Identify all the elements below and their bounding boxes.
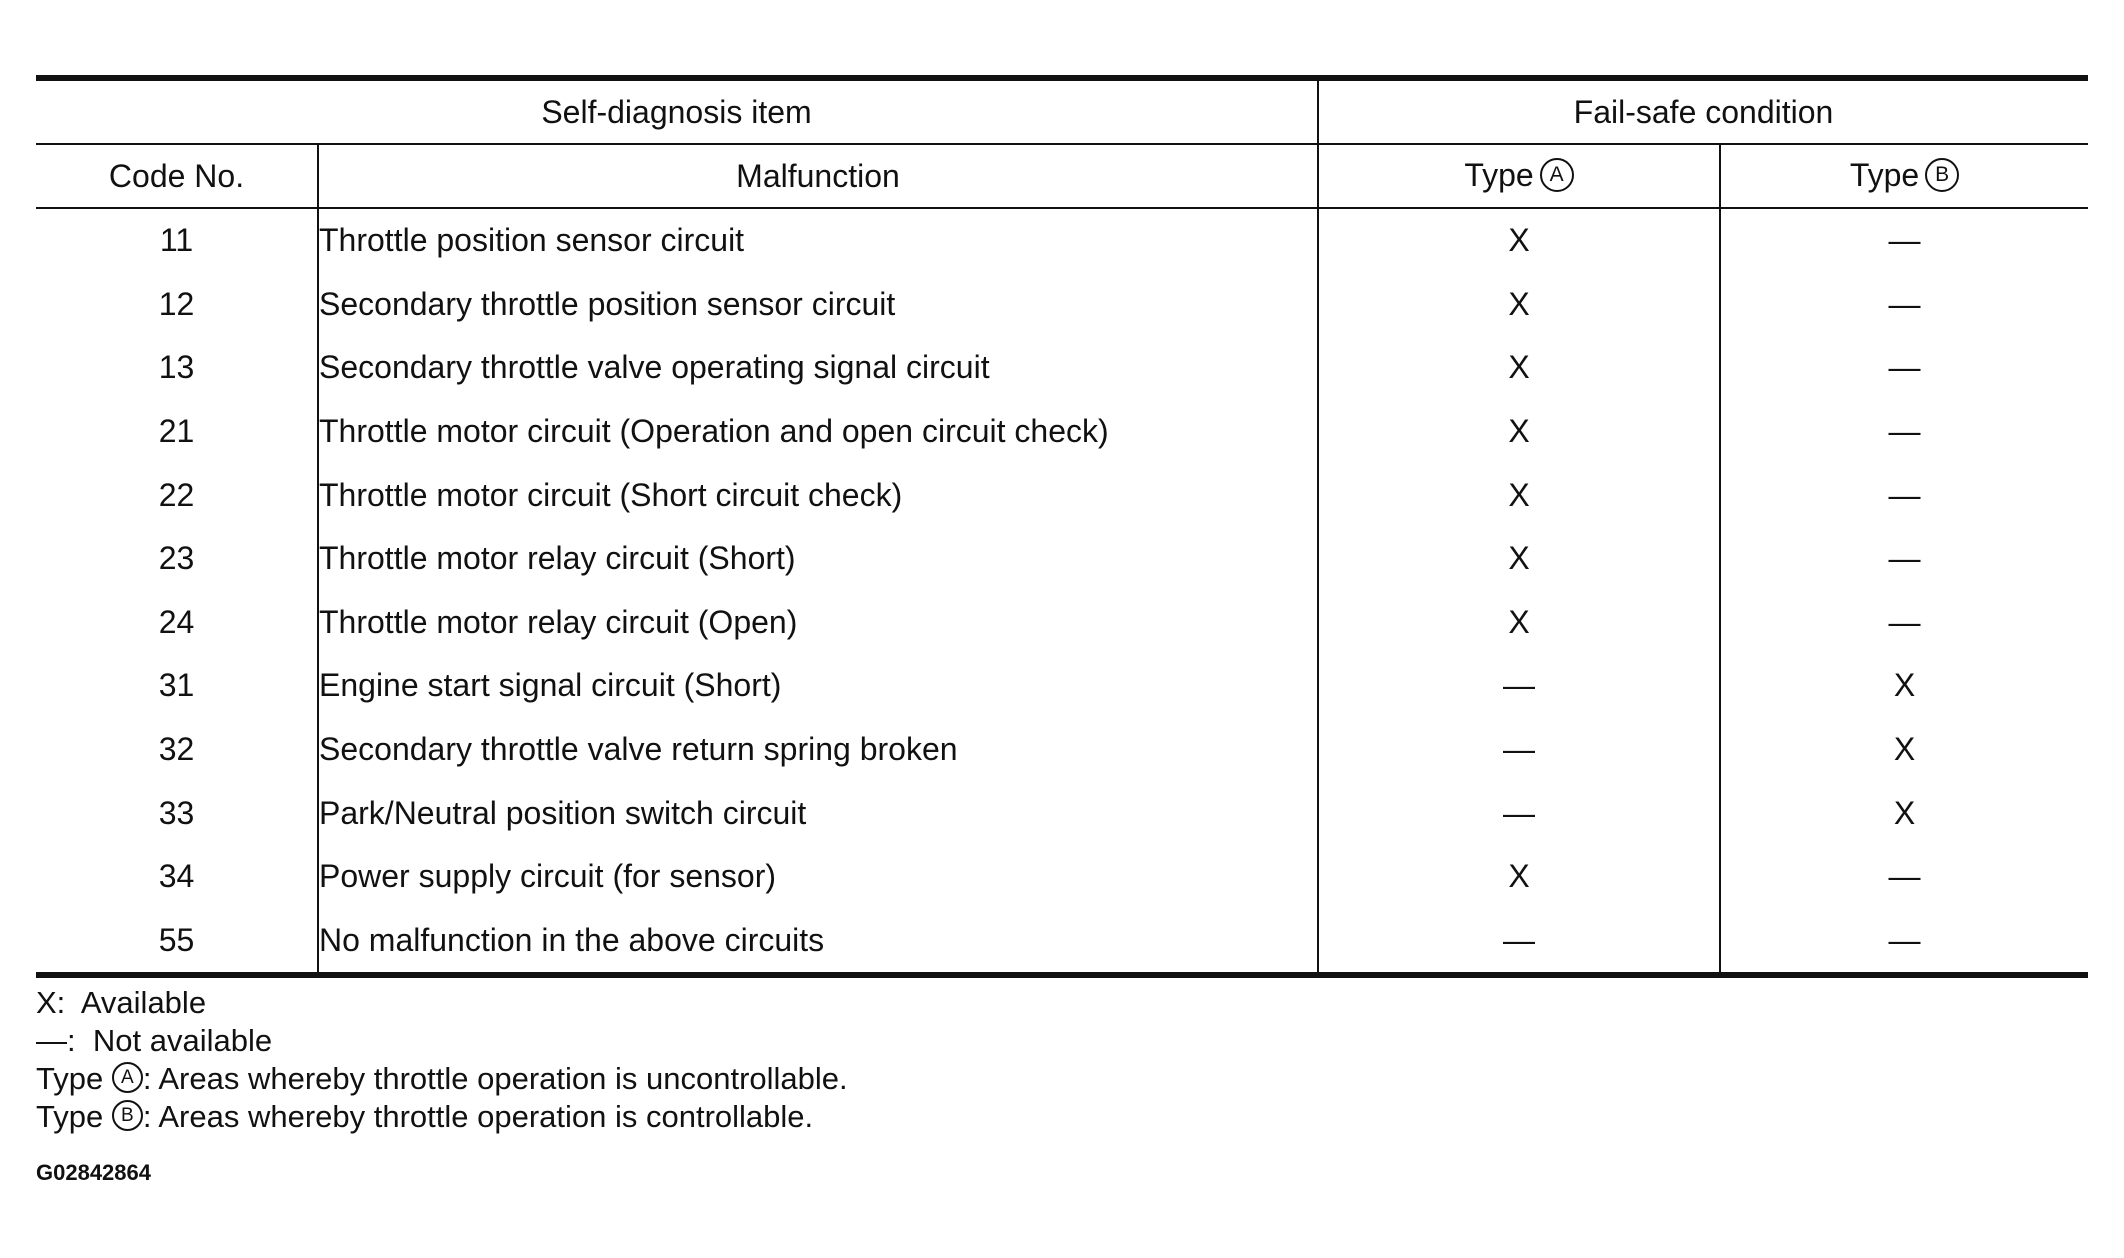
malfunction-cell: Engine start signal circuit (Short)	[318, 654, 1318, 718]
code-column-header: Code No.	[36, 144, 318, 208]
malfunction-cell: No malfunction in the above circuits	[318, 909, 1318, 976]
malfunction-cell: Power supply circuit (for sensor)	[318, 845, 1318, 909]
legend-not-available	[36, 1022, 2088, 1060]
malfunction-cell: Park/Neutral position switch circuit	[318, 781, 1318, 845]
legend-dash-text: Not available	[92, 1023, 273, 1059]
fail-safe-header: Fail-safe condition	[1318, 78, 2088, 144]
type-b-cell: —	[1888, 603, 1921, 640]
type-a-cell: X	[1318, 273, 1720, 337]
type-a-cell: X	[1318, 463, 1720, 527]
legend-x-text: Available	[80, 985, 207, 1021]
table-row	[36, 718, 2088, 782]
type-a-cell: X	[1318, 527, 1720, 591]
code-cell: 12	[36, 273, 318, 337]
type-b-cell: —	[1888, 858, 1921, 895]
code-cell: 21	[36, 400, 318, 464]
table-row	[36, 527, 2088, 591]
legend-dash-symbol: —:	[36, 1023, 76, 1059]
group-header-row	[36, 78, 2088, 144]
type-b-cell: —	[1888, 413, 1921, 450]
table-row	[36, 654, 2088, 718]
type-b-word: Type	[1849, 157, 1920, 194]
legend-type-b-word: Type	[36, 1099, 104, 1135]
type-a-cell: X	[1318, 591, 1720, 655]
code-cell: 11	[36, 208, 318, 273]
malfunction-cell: Throttle motor relay circuit (Short)	[318, 527, 1318, 591]
circled-b-icon: B	[112, 1100, 143, 1131]
type-a-cell: —	[1318, 718, 1720, 782]
table-row	[36, 781, 2088, 845]
circled-a-icon: A	[112, 1062, 143, 1093]
table-row	[36, 463, 2088, 527]
legend	[36, 984, 2088, 1136]
figure-id: G02842864	[36, 1160, 151, 1186]
circled-b-icon: B	[1925, 158, 1959, 192]
type-a-cell: X	[1318, 845, 1720, 909]
legend-type-a	[36, 1060, 2088, 1098]
code-cell: 32	[36, 718, 318, 782]
table-row	[36, 273, 2088, 337]
malfunction-cell: Throttle motor relay circuit (Open)	[318, 591, 1318, 655]
self-diagnosis-header: Self-diagnosis item	[36, 78, 1318, 144]
self-diagnosis-table	[36, 75, 2088, 978]
legend-x-symbol: X:	[36, 985, 66, 1021]
type-b-cell: —	[1888, 222, 1921, 259]
type-b-cell: X	[1893, 667, 1916, 704]
table-row	[36, 400, 2088, 464]
type-a-word: Type	[1464, 157, 1534, 194]
type-b-cell: X	[1893, 731, 1916, 768]
type-b-cell: —	[1888, 540, 1921, 577]
legend-available	[36, 984, 2088, 1022]
type-b-cell: —	[1888, 285, 1921, 322]
code-cell: 55	[36, 909, 318, 976]
code-cell: 34	[36, 845, 318, 909]
type-b-cell: X	[1893, 794, 1916, 831]
code-cell: 22	[36, 463, 318, 527]
document	[36, 75, 2088, 1186]
legend-type-a-word: Type	[36, 1061, 104, 1097]
malfunction-cell: Throttle position sensor circuit	[318, 208, 1318, 273]
type-a-cell: —	[1318, 781, 1720, 845]
column-header-row	[36, 144, 2088, 208]
type-b-cell: —	[1888, 349, 1921, 386]
type-a-cell: X	[1318, 208, 1720, 273]
malfunction-cell: Secondary throttle position sensor circuit	[318, 273, 1318, 337]
code-cell: 13	[36, 336, 318, 400]
type-b-cell: —	[1888, 476, 1921, 513]
type-a-cell: —	[1318, 654, 1720, 718]
type-a-column-header	[1318, 144, 1720, 208]
type-a-cell: X	[1318, 400, 1720, 464]
malfunction-cell: Throttle motor circuit (Short circuit check)	[318, 463, 1318, 527]
malfunction-cell: Secondary throttle valve operating signal circuit	[318, 336, 1318, 400]
code-cell: 31	[36, 654, 318, 718]
table-row	[36, 845, 2088, 909]
table-row	[36, 208, 2088, 273]
type-a-cell: —	[1318, 909, 1720, 976]
table-row	[36, 336, 2088, 400]
legend-type-b-text: : Areas whereby throttle operation is controllable.	[142, 1099, 814, 1135]
table-body	[36, 208, 2088, 975]
legend-type-a-text: : Areas whereby throttle operation is uncontrollable.	[142, 1061, 848, 1097]
type-a-cell: X	[1318, 336, 1720, 400]
type-b-cell: —	[1888, 921, 1921, 958]
code-cell: 23	[36, 527, 318, 591]
code-cell: 24	[36, 591, 318, 655]
table-row	[36, 591, 2088, 655]
code-cell: 33	[36, 781, 318, 845]
legend-type-b	[36, 1098, 2088, 1136]
malfunction-column-header: Malfunction	[318, 144, 1318, 208]
type-b-column-header	[1720, 144, 2088, 208]
circled-a-icon: A	[1540, 158, 1574, 192]
malfunction-cell: Throttle motor circuit (Operation and open circuit check)	[318, 400, 1318, 464]
malfunction-cell: Secondary throttle valve return spring broken	[318, 718, 1318, 782]
table-row	[36, 909, 2088, 976]
